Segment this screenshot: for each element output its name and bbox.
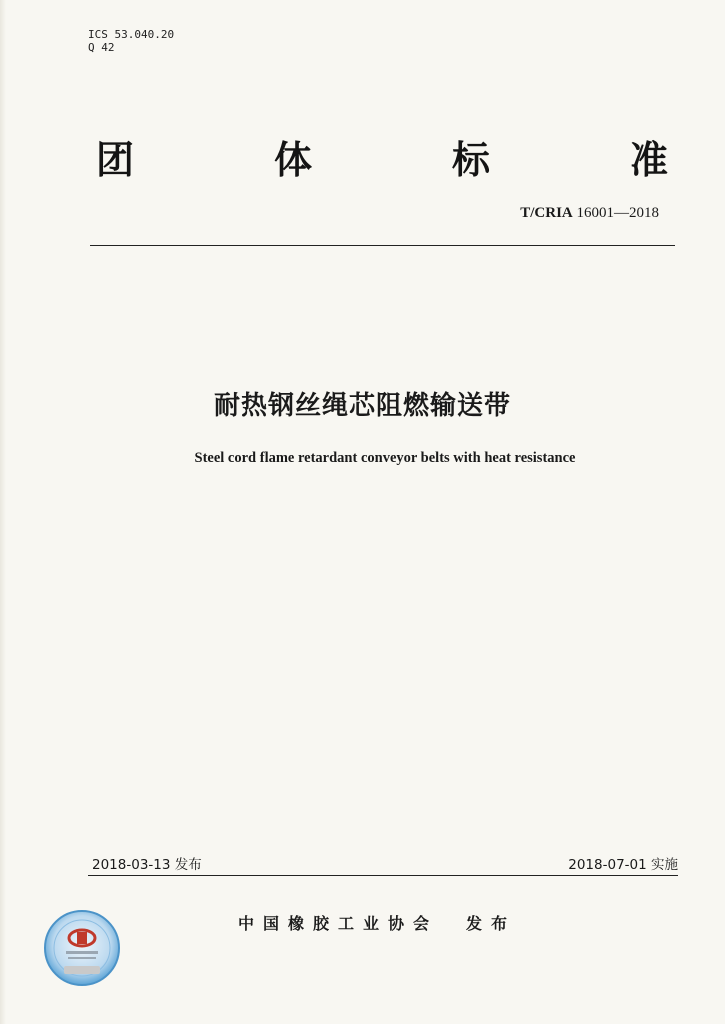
- title-chinese: 耐热钢丝绳芯阻燃输送带: [213, 391, 511, 421]
- top-divider: [90, 245, 675, 246]
- anti-counterfeit-seal-icon: [42, 908, 122, 988]
- standard-type-char: 体: [273, 137, 312, 182]
- standard-number-value: 16001—2018: [576, 205, 659, 221]
- standard-type-heading: [96, 128, 668, 184]
- implementation-date: 2018-07-01 实施: [568, 857, 678, 873]
- publisher-line: [238, 911, 516, 934]
- ics-code: ICS 53.040.20: [88, 28, 175, 41]
- ccs-code: Q 42: [88, 41, 115, 54]
- publisher-name: 中国橡胶工业协会: [238, 914, 439, 933]
- standard-type-char: 标: [451, 137, 490, 182]
- standard-type-char: 团: [96, 137, 135, 182]
- standard-type-char: 准: [629, 137, 668, 182]
- bottom-divider: [88, 875, 678, 876]
- title-english: Steel cord flame retardant conveyor belts with heat resistance: [194, 450, 576, 466]
- issue-date: 2018-03-13 发布: [92, 857, 202, 873]
- standard-number-prefix: T/CRIA: [520, 205, 573, 221]
- standard-number: [520, 205, 659, 222]
- classification-codes: [88, 28, 174, 54]
- publisher-action: 发布: [466, 914, 517, 933]
